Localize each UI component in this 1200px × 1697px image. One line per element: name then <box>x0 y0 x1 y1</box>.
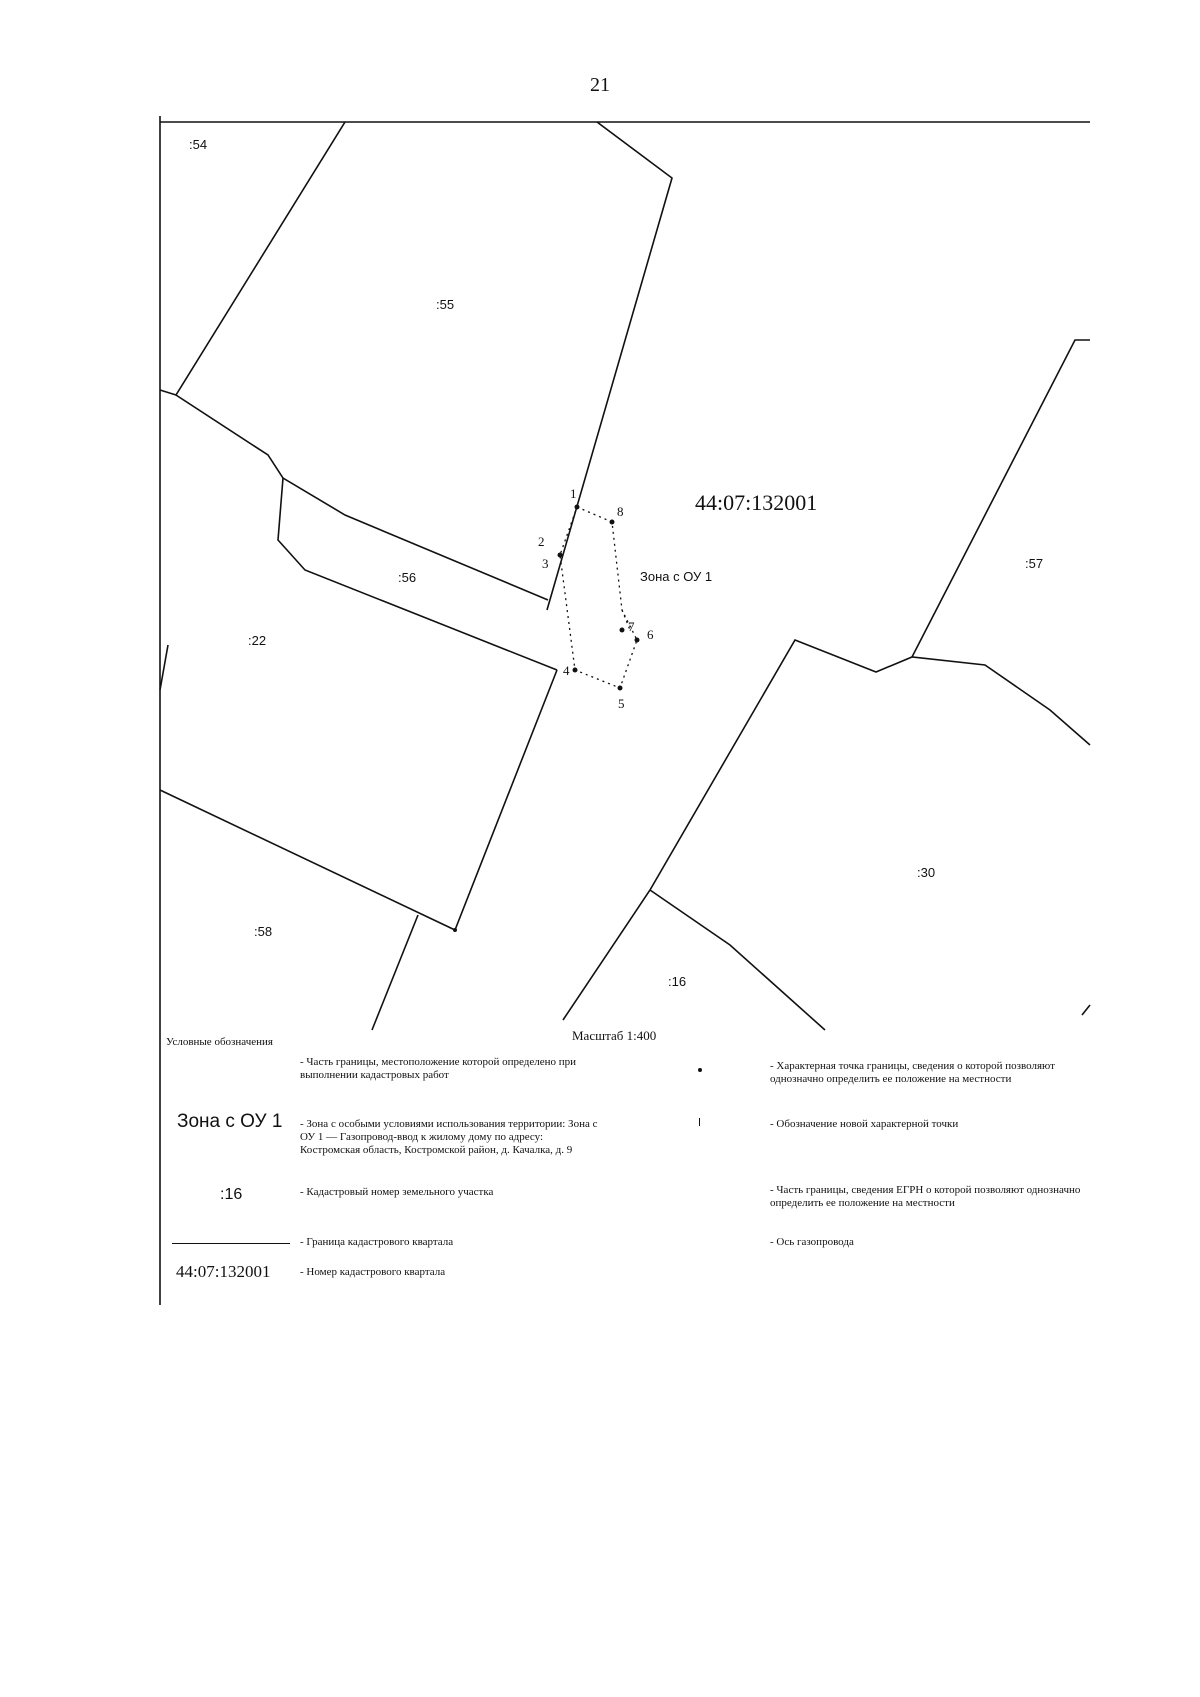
parcel-58-boundary <box>372 915 418 1030</box>
parcel-label-57: :57 <box>1025 556 1044 571</box>
parcel-55-boundary <box>176 122 548 600</box>
scale-label: Масштаб 1:400 <box>572 1028 657 1043</box>
point-label-6: 6 <box>647 627 654 642</box>
legend <box>162 1036 1092 1296</box>
point-label-3: 3 <box>542 556 549 571</box>
parcel-label-16: :16 <box>668 974 687 989</box>
legend-text-new-point: - Обозначение новой характерной точки <box>770 1118 959 1130</box>
legend-title: Условные обозначения <box>166 1036 273 1048</box>
legend-symbol-quarter-number: 44:07:132001 <box>176 1262 271 1281</box>
point-3-marker <box>558 553 563 558</box>
point-label-1: 1 <box>570 486 577 501</box>
legend-symbol-parcel-number: :16 <box>220 1186 243 1203</box>
parcel-label-30: :30 <box>917 865 936 880</box>
legend-symbol-boundary-point <box>698 1068 702 1072</box>
legend-symbol-new-point <box>699 1118 700 1126</box>
parcel-30-boundary <box>563 640 1090 1020</box>
point-label-5: 5 <box>618 696 625 711</box>
parcel-label-54: :54 <box>189 137 208 152</box>
parcel-56-boundary <box>278 478 557 670</box>
parcel-label-56: :56 <box>398 570 417 585</box>
legend-symbol-quarter-boundary <box>172 1243 290 1244</box>
legend-text-quarter-boundary: - Граница кадастрового квартала <box>300 1236 454 1248</box>
parcel-label-55: :55 <box>436 297 455 312</box>
point-6-marker <box>635 638 640 643</box>
point-label-7: 7 <box>628 619 635 634</box>
legend-text-quarter-number: - Номер кадастрового квартала <box>300 1266 446 1278</box>
quarter-number-label: 44:07:132001 <box>695 490 818 515</box>
legend-text-parcel-number: - Кадастровый номер земельного участка <box>300 1186 494 1198</box>
parcel-22-boundary <box>160 670 557 930</box>
legend-text-gas-pipe-axis: - Ось газопровода <box>770 1236 854 1248</box>
legend-text-surveyed-boundary: - Часть границы, местоположение которой определено при выполнении кадастровых работ <box>300 1056 577 1081</box>
point-8-marker <box>610 520 615 525</box>
parcel-16-corner <box>1082 1005 1090 1015</box>
zone-label: Зона с ОУ 1 <box>640 569 713 584</box>
parcel-30-east <box>912 340 1090 657</box>
point-label-4: 4 <box>563 663 570 678</box>
parcel-55-east <box>547 122 672 610</box>
legend-symbol-zone: Зона с ОУ 1 <box>177 1111 283 1132</box>
point-5-marker <box>618 686 623 691</box>
corner-marker <box>453 928 457 932</box>
point-label-8: 8 <box>617 504 624 519</box>
legend-text-boundary-point: - Характерная точка границы, сведения о которой позволяют однозначно определить ее положение на местности <box>770 1060 1055 1085</box>
legend-text-egrn-boundary: - Часть границы, сведения ЕГРН о которой позволяют однозначно определить ее положение на местности <box>770 1184 1081 1209</box>
point-1-marker <box>575 505 580 510</box>
point-4-marker <box>573 668 578 673</box>
parcel-22-edge <box>160 645 168 690</box>
parcel-label-22: :22 <box>248 633 267 648</box>
parcel-16-boundary <box>650 890 825 1030</box>
parcel-label-58: :58 <box>254 924 273 939</box>
page-number: 21 <box>590 74 610 96</box>
point-7-marker <box>620 628 625 633</box>
legend-text-zone: - Зона с особыми условиями использования территории: Зона с ОУ 1 — Газопровод-ввод к жилому дому по адресу: Костромская область, Костромской район, д. Качалка, д. 9 <box>300 1118 598 1156</box>
point-label-2: 2 <box>538 534 545 549</box>
zone-ou1-contour <box>560 507 637 688</box>
parcel-22-west <box>160 390 176 395</box>
